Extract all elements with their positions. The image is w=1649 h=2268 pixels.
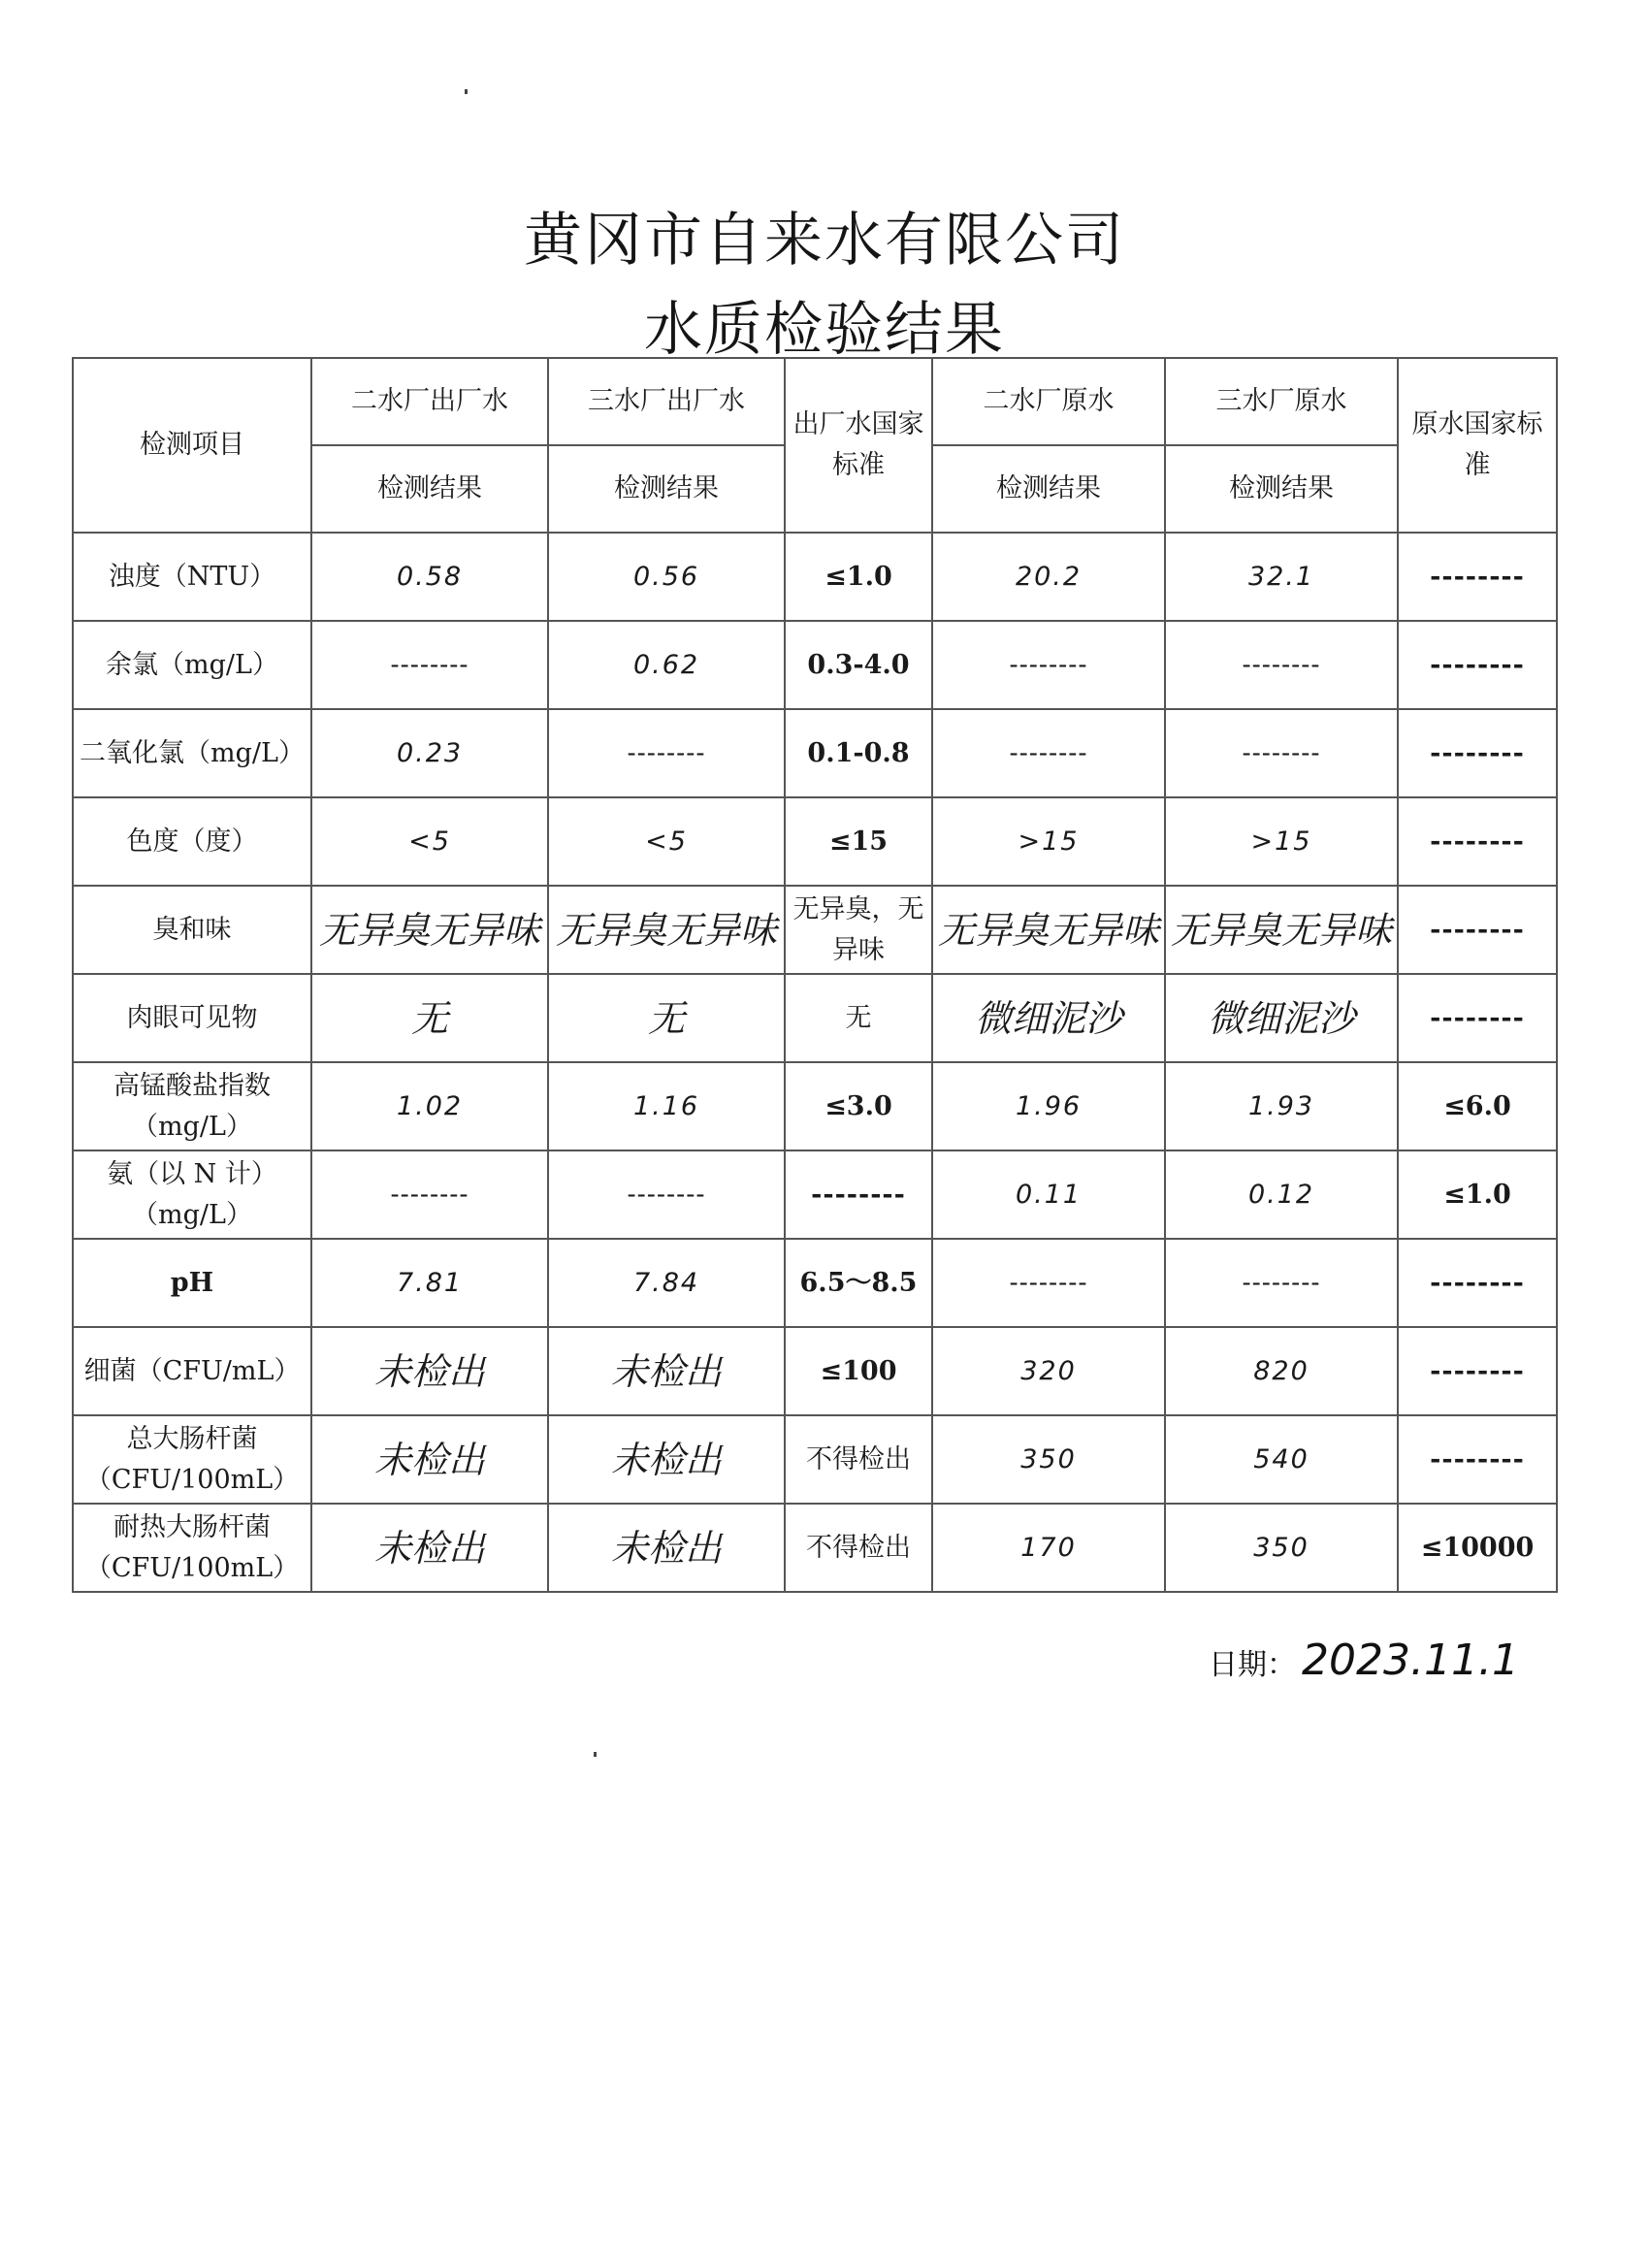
plant3-out-value: <5	[548, 797, 785, 886]
header-plant3-out: 三水厂出厂水	[548, 358, 785, 445]
out-std-value: ≤1.0	[785, 533, 932, 621]
report-title: 水质检验结果	[644, 296, 1005, 364]
table-row	[73, 1504, 1557, 1592]
row-item: 浊度（NTU）	[73, 533, 311, 621]
table-row	[73, 974, 1557, 1062]
out-std-value: 不得检出	[785, 1504, 932, 1592]
plant2-out-value: --------	[311, 621, 548, 709]
header-plant2-out: 二水厂出厂水	[311, 358, 548, 445]
plant3-raw-value: 无异臭无异味	[1165, 886, 1398, 974]
table-row	[73, 709, 1557, 797]
plant3-raw-value: 820	[1165, 1327, 1398, 1415]
plant3-raw-value: --------	[1165, 1239, 1398, 1327]
row-item: 余氯（mg/L）	[73, 621, 311, 709]
row-item: 肉眼可见物	[73, 974, 311, 1062]
plant3-out-value: 无异臭无异味	[548, 886, 785, 974]
plant3-out-value: 未检出	[548, 1415, 785, 1504]
raw-std-value: --------	[1398, 533, 1557, 621]
row-item: 细菌（CFU/mL）	[73, 1327, 311, 1415]
date-line	[1209, 1636, 1519, 1685]
header-plant3-raw: 三水厂原水	[1165, 358, 1398, 445]
raw-std-value: ≤10000	[1398, 1504, 1557, 1592]
row-item: 氨（以 N 计）（mg/L）	[73, 1150, 311, 1239]
plant3-raw-value: --------	[1165, 621, 1398, 709]
plant3-raw-value: 0.12	[1165, 1150, 1398, 1239]
table-row	[73, 1062, 1557, 1150]
header-item: 检测项目	[73, 358, 311, 533]
header-result: 检测结果	[932, 445, 1165, 533]
plant2-raw-value: 微细泥沙	[932, 974, 1165, 1062]
plant2-raw-value: 无异臭无异味	[932, 886, 1165, 974]
plant3-out-value: 0.56	[548, 533, 785, 621]
raw-std-value: --------	[1398, 1239, 1557, 1327]
plant2-raw-value: 0.11	[932, 1150, 1165, 1239]
out-std-value: 0.3-4.0	[785, 621, 932, 709]
row-item: pH	[73, 1239, 311, 1327]
plant2-out-value: 未检出	[311, 1504, 548, 1592]
header-plant2-raw: 二水厂原水	[932, 358, 1165, 445]
plant3-out-value: 1.16	[548, 1062, 785, 1150]
table-row	[73, 1415, 1557, 1504]
plant2-out-value: 未检出	[311, 1415, 548, 1504]
out-std-value: ≤100	[785, 1327, 932, 1415]
plant3-raw-value: 微细泥沙	[1165, 974, 1398, 1062]
header-out-std: 出厂水国家标准	[785, 358, 932, 533]
plant2-out-value: 未检出	[311, 1327, 548, 1415]
plant2-raw-value: --------	[932, 1239, 1165, 1327]
out-std-value: 无	[785, 974, 932, 1062]
row-item: 耐热大肠杆菌（CFU/100mL）	[73, 1504, 311, 1592]
plant2-out-value: 1.02	[311, 1062, 548, 1150]
table-row	[73, 533, 1557, 621]
table-row	[73, 1150, 1557, 1239]
plant2-out-value: 无	[311, 974, 548, 1062]
results-table	[72, 357, 1558, 1593]
plant3-raw-value: >15	[1165, 797, 1398, 886]
plant2-out-value: 7.81	[311, 1239, 548, 1327]
row-item: 色度（度）	[73, 797, 311, 886]
plant3-raw-value: 540	[1165, 1415, 1398, 1504]
raw-std-value: --------	[1398, 1327, 1557, 1415]
raw-std-value: --------	[1398, 1415, 1557, 1504]
plant2-out-value: 0.58	[311, 533, 548, 621]
raw-std-value: ≤6.0	[1398, 1062, 1557, 1150]
plant2-raw-value: 170	[932, 1504, 1165, 1592]
out-std-value: 0.1-0.8	[785, 709, 932, 797]
raw-std-value: --------	[1398, 974, 1557, 1062]
plant2-raw-value: --------	[932, 709, 1165, 797]
header-raw-std: 原水国家标准	[1398, 358, 1557, 533]
company-title: 黄冈市自来水有限公司	[524, 207, 1125, 275]
plant2-raw-value: --------	[932, 621, 1165, 709]
row-item: 总大肠杆菌（CFU/100mL）	[73, 1415, 311, 1504]
date-value: 2023.11.1	[1302, 1636, 1519, 1685]
raw-std-value: ≤1.0	[1398, 1150, 1557, 1239]
header-row-1	[73, 358, 1557, 445]
plant3-raw-value: 350	[1165, 1504, 1398, 1592]
out-std-value: 6.5～8.5	[785, 1239, 932, 1327]
plant2-raw-value: 1.96	[932, 1062, 1165, 1150]
raw-std-value: --------	[1398, 797, 1557, 886]
raw-std-value: --------	[1398, 709, 1557, 797]
raw-std-value: --------	[1398, 621, 1557, 709]
table-row	[73, 886, 1557, 974]
plant3-raw-value: 1.93	[1165, 1062, 1398, 1150]
scan-speck	[594, 1752, 597, 1757]
table-row	[73, 797, 1557, 886]
plant2-raw-value: 320	[932, 1327, 1165, 1415]
plant3-raw-value: --------	[1165, 709, 1398, 797]
out-std-value: ≤15	[785, 797, 932, 886]
plant3-raw-value: 32.1	[1165, 533, 1398, 621]
table-row	[73, 1327, 1557, 1415]
out-std-value: 不得检出	[785, 1415, 932, 1504]
table-row	[73, 1239, 1557, 1327]
plant2-out-value: 0.23	[311, 709, 548, 797]
plant3-out-value: 0.62	[548, 621, 785, 709]
out-std-value: ≤3.0	[785, 1062, 932, 1150]
plant3-out-value: 7.84	[548, 1239, 785, 1327]
scan-speck	[465, 89, 468, 94]
plant3-out-value: 未检出	[548, 1327, 785, 1415]
date-label: 日期：	[1209, 1648, 1296, 1682]
plant2-out-value: --------	[311, 1150, 548, 1239]
plant3-out-value: 无	[548, 974, 785, 1062]
plant3-out-value: --------	[548, 1150, 785, 1239]
plant2-raw-value: 20.2	[932, 533, 1165, 621]
header-result: 检测结果	[548, 445, 785, 533]
plant3-out-value: --------	[548, 709, 785, 797]
out-std-value: --------	[785, 1150, 932, 1239]
plant3-out-value: 未检出	[548, 1504, 785, 1592]
plant2-out-value: 无异臭无异味	[311, 886, 548, 974]
header-result: 检测结果	[311, 445, 548, 533]
header-result: 检测结果	[1165, 445, 1398, 533]
out-std-value: 无异臭，无异味	[785, 886, 932, 974]
row-item: 臭和味	[73, 886, 311, 974]
table-row	[73, 621, 1557, 709]
row-item: 高锰酸盐指数（mg/L）	[73, 1062, 311, 1150]
raw-std-value: --------	[1398, 886, 1557, 974]
plant2-raw-value: >15	[932, 797, 1165, 886]
plant2-out-value: <5	[311, 797, 548, 886]
row-item: 二氧化氯（mg/L）	[73, 709, 311, 797]
plant2-raw-value: 350	[932, 1415, 1165, 1504]
